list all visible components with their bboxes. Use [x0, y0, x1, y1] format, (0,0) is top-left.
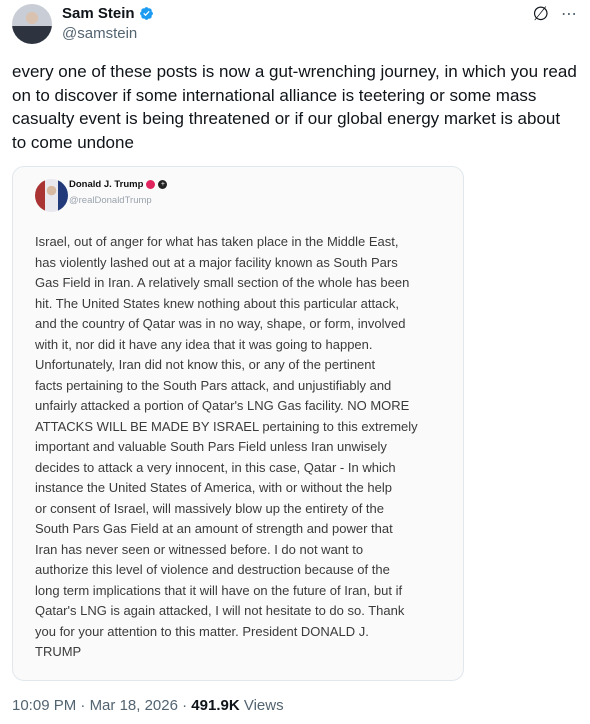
- embedded-line: has violently lashed out at a major facility known as South Pars: [35, 254, 398, 270]
- author-name-row: [62, 5, 154, 22]
- embedded-line: South Pars Gas Field at an amount of strength and power that: [35, 521, 393, 536]
- more-icon[interactable]: ⋯: [561, 5, 578, 23]
- embedded-line: Gas Field in Iran. A relatively small section of the whole has been: [35, 275, 410, 290]
- embedded-author-name: Donald J. Trump: [69, 179, 144, 190]
- author-handle[interactable]: @samstein: [62, 25, 138, 42]
- tweet-time[interactable]: 10:09 PM: [12, 697, 77, 714]
- views-count: 491.9K: [191, 697, 240, 714]
- views-label: Views: [243, 697, 284, 714]
- embedded-line: Iran has never seen or witnessed before. I do not want to: [35, 541, 364, 557]
- embedded-line: hit. The United States knew nothing about this particular attack,: [35, 295, 399, 311]
- embedded-line: facts pertaining to the South Pars attack, and unjustifiably and: [35, 377, 392, 393]
- embedded-line: Israel, out of anger for what has taken place in the Middle East,: [35, 234, 399, 249]
- red-badge-icon: [146, 180, 155, 189]
- embedded-line: ATTACKS WILL BE MADE BY ISRAEL pertaining to this extremely: [35, 418, 418, 434]
- embedded-line: authorize this level of violence and destruction because of the: [35, 562, 390, 577]
- header-actions: [532, 5, 578, 24]
- avatar[interactable]: [12, 4, 52, 44]
- plus-badge-icon: +: [158, 180, 167, 189]
- embedded-line: important and valuable South Pars Field unless Iran unwisely: [35, 439, 387, 454]
- embedded-line: or consent of Israel, will massively blow up the entirety of the: [35, 500, 384, 516]
- meta-separator: ·: [182, 697, 188, 714]
- tweet-date[interactable]: Mar 18, 2026: [89, 697, 178, 714]
- embedded-post-body: [35, 232, 445, 663]
- tweet-text: every one of these posts is now a gut-wrenching journey, in which you read on to discover if some international alliance is teetering or some mass casualty event is being threatened or if our global energy market is about to come undone: [12, 62, 577, 152]
- embedded-author-handle: @realDonaldTrump: [69, 195, 152, 206]
- verified-badge-icon: [139, 6, 154, 21]
- embedded-line: long term implications that it will have on the future of Iran, but if: [35, 582, 403, 598]
- tweet-meta: [12, 697, 284, 714]
- author-name[interactable]: Sam Stein: [62, 5, 135, 22]
- embedded-line: Qatar's LNG is again attacked, I will not hesitate to do so. Thank: [35, 603, 405, 618]
- embedded-line: and the country of Qatar was in no way, shape, or form, involved: [35, 316, 406, 331]
- embedded-avatar: [35, 179, 68, 212]
- embedded-line: decides to attack a very innocent, in this case, Qatar - In which: [35, 459, 396, 475]
- embedded-line: TRUMP: [35, 644, 82, 659]
- grok-icon[interactable]: ∅: [532, 4, 549, 25]
- embedded-line: you for your attention to this matter. President DONALD J.: [35, 623, 369, 639]
- embedded-post-image[interactable]: [12, 166, 464, 681]
- embedded-author-row: [69, 179, 167, 190]
- embedded-line: unfairly attacked a portion of Qatar's LNG Gas facility. NO MORE: [35, 398, 410, 413]
- embedded-line: Unfortunately, Iran did not know this, or any of the pertinent: [35, 357, 376, 372]
- meta-separator: ·: [80, 697, 86, 714]
- embedded-line: instance the United States of America, with or without the help: [35, 480, 392, 495]
- embedded-line: with it, nor did it have any idea that it was going to happen.: [35, 336, 373, 352]
